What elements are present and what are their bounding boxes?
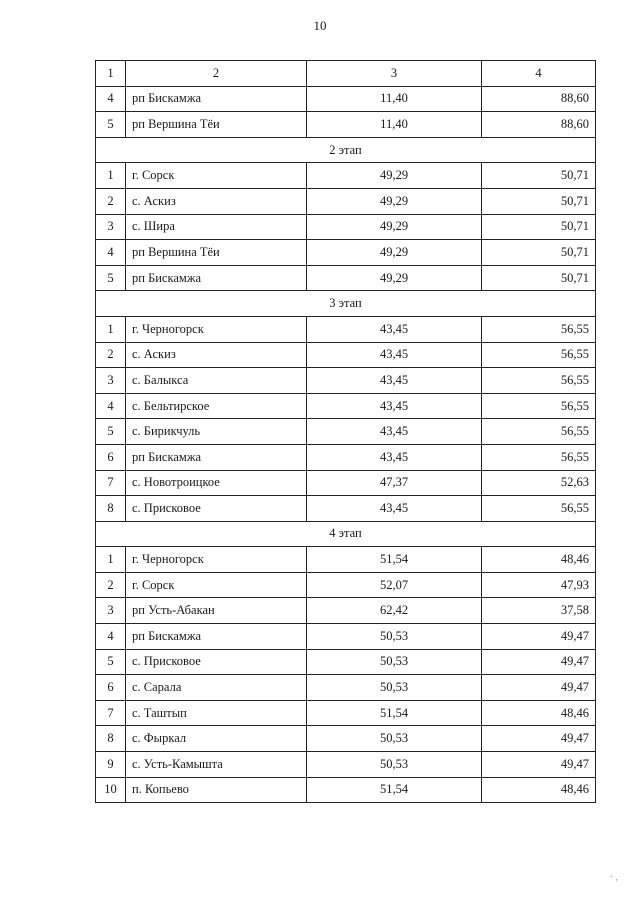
value-col-4: 52,63 bbox=[482, 470, 596, 496]
value-col-3: 51,54 bbox=[307, 547, 482, 573]
row-number: 1 bbox=[96, 163, 126, 189]
settlement-name: с. Усть-Камышта bbox=[126, 752, 307, 778]
value-col-3: 50,53 bbox=[307, 675, 482, 701]
row-number: 3 bbox=[96, 368, 126, 394]
row-number: 3 bbox=[96, 598, 126, 624]
table-row bbox=[96, 444, 596, 470]
settlement-name: с. Бельтирское bbox=[126, 393, 307, 419]
table-row bbox=[96, 214, 596, 240]
value-col-4: 50,71 bbox=[482, 163, 596, 189]
row-number: 10 bbox=[96, 777, 126, 803]
value-col-4: 50,71 bbox=[482, 240, 596, 266]
row-number: 8 bbox=[96, 726, 126, 752]
row-number: 5 bbox=[96, 112, 126, 138]
header-cell-3: 3 bbox=[307, 61, 482, 87]
value-col-4: 88,60 bbox=[482, 112, 596, 138]
value-col-4: 47,93 bbox=[482, 572, 596, 598]
row-number: 5 bbox=[96, 419, 126, 445]
table-row bbox=[96, 342, 596, 368]
value-col-4: 56,55 bbox=[482, 496, 596, 522]
stage-row bbox=[96, 521, 596, 547]
value-col-3: 47,37 bbox=[307, 470, 482, 496]
stage-title: 3 этап bbox=[96, 291, 596, 317]
settlement-name: с. Бирикчуль bbox=[126, 419, 307, 445]
table-row bbox=[96, 675, 596, 701]
row-number: 7 bbox=[96, 470, 126, 496]
value-col-3: 43,45 bbox=[307, 496, 482, 522]
settlement-name: с. Балыкса bbox=[126, 368, 307, 394]
header-cell-2: 2 bbox=[126, 61, 307, 87]
value-col-3: 43,45 bbox=[307, 316, 482, 342]
value-col-4: 37,58 bbox=[482, 598, 596, 624]
table-row bbox=[96, 624, 596, 650]
settlement-name: рп Вершина Тёи bbox=[126, 240, 307, 266]
value-col-3: 43,45 bbox=[307, 419, 482, 445]
settlement-name: с. Сарала bbox=[126, 675, 307, 701]
table-row bbox=[96, 240, 596, 266]
value-col-4: 48,46 bbox=[482, 700, 596, 726]
value-col-4: 49,47 bbox=[482, 624, 596, 650]
stage-row bbox=[96, 291, 596, 317]
table-row bbox=[96, 700, 596, 726]
table-row bbox=[96, 547, 596, 573]
table-row bbox=[96, 726, 596, 752]
value-col-3: 49,29 bbox=[307, 188, 482, 214]
value-col-3: 43,45 bbox=[307, 393, 482, 419]
value-col-4: 48,46 bbox=[482, 777, 596, 803]
table-row bbox=[96, 598, 596, 624]
settlement-name: п. Копьево bbox=[126, 777, 307, 803]
settlement-name: с. Аскиз bbox=[126, 342, 307, 368]
settlement-name: с. Новотроицкое bbox=[126, 470, 307, 496]
table-row bbox=[96, 265, 596, 291]
settlement-name: г. Черногорск bbox=[126, 316, 307, 342]
row-number: 5 bbox=[96, 649, 126, 675]
table-row bbox=[96, 163, 596, 189]
stage-title: 2 этап bbox=[96, 137, 596, 163]
value-col-3: 50,53 bbox=[307, 726, 482, 752]
table-row bbox=[96, 368, 596, 394]
row-number: 6 bbox=[96, 444, 126, 470]
value-col-3: 11,40 bbox=[307, 112, 482, 138]
row-number: 2 bbox=[96, 342, 126, 368]
value-col-3: 51,54 bbox=[307, 777, 482, 803]
value-col-4: 56,55 bbox=[482, 444, 596, 470]
settlement-name: рп Бискамжа bbox=[126, 624, 307, 650]
row-number: 2 bbox=[96, 572, 126, 598]
value-col-3: 49,29 bbox=[307, 163, 482, 189]
row-number: 5 bbox=[96, 265, 126, 291]
value-col-3: 43,45 bbox=[307, 368, 482, 394]
value-col-3: 50,53 bbox=[307, 649, 482, 675]
settlement-name: рп Бискамжа bbox=[126, 86, 307, 112]
value-col-4: 49,47 bbox=[482, 675, 596, 701]
table-row bbox=[96, 496, 596, 522]
value-col-4: 49,47 bbox=[482, 752, 596, 778]
data-table bbox=[95, 60, 596, 803]
settlement-name: рп Бискамжа bbox=[126, 444, 307, 470]
row-number: 3 bbox=[96, 214, 126, 240]
table-row bbox=[96, 777, 596, 803]
table-row bbox=[96, 470, 596, 496]
table-row bbox=[96, 752, 596, 778]
settlement-name: с. Присковое bbox=[126, 496, 307, 522]
stage-title: 4 этап bbox=[96, 521, 596, 547]
row-number: 1 bbox=[96, 316, 126, 342]
row-number: 2 bbox=[96, 188, 126, 214]
settlement-name: г. Сорск bbox=[126, 572, 307, 598]
table-header-row bbox=[96, 61, 596, 87]
value-col-4: 88,60 bbox=[482, 86, 596, 112]
table-row bbox=[96, 316, 596, 342]
value-col-4: 50,71 bbox=[482, 214, 596, 240]
value-col-3: 11,40 bbox=[307, 86, 482, 112]
value-col-4: 56,55 bbox=[482, 393, 596, 419]
row-number: 4 bbox=[96, 240, 126, 266]
value-col-4: 50,71 bbox=[482, 265, 596, 291]
row-number: 4 bbox=[96, 624, 126, 650]
settlement-name: с. Шира bbox=[126, 214, 307, 240]
table-row bbox=[96, 393, 596, 419]
settlement-name: г. Черногорск bbox=[126, 547, 307, 573]
value-col-3: 62,42 bbox=[307, 598, 482, 624]
value-col-4: 56,55 bbox=[482, 342, 596, 368]
scan-mark: · , bbox=[609, 872, 618, 883]
value-col-3: 49,29 bbox=[307, 240, 482, 266]
header-cell-4: 4 bbox=[482, 61, 596, 87]
value-col-3: 49,29 bbox=[307, 214, 482, 240]
table-row bbox=[96, 112, 596, 138]
settlement-name: с. Присковое bbox=[126, 649, 307, 675]
row-number: 4 bbox=[96, 86, 126, 112]
value-col-4: 50,71 bbox=[482, 188, 596, 214]
row-number: 9 bbox=[96, 752, 126, 778]
stage-row bbox=[96, 137, 596, 163]
settlement-name: г. Сорск bbox=[126, 163, 307, 189]
value-col-4: 56,55 bbox=[482, 419, 596, 445]
value-col-4: 49,47 bbox=[482, 726, 596, 752]
row-number: 1 bbox=[96, 547, 126, 573]
table-row bbox=[96, 419, 596, 445]
settlement-name: рп Вершина Тёи bbox=[126, 112, 307, 138]
value-col-4: 49,47 bbox=[482, 649, 596, 675]
value-col-4: 48,46 bbox=[482, 547, 596, 573]
table-row bbox=[96, 86, 596, 112]
value-col-4: 56,55 bbox=[482, 368, 596, 394]
table-row bbox=[96, 188, 596, 214]
table-row bbox=[96, 649, 596, 675]
value-col-3: 43,45 bbox=[307, 342, 482, 368]
value-col-3: 43,45 bbox=[307, 444, 482, 470]
page-number: 10 bbox=[313, 18, 327, 33]
value-col-3: 50,53 bbox=[307, 752, 482, 778]
row-number: 4 bbox=[96, 393, 126, 419]
value-col-3: 49,29 bbox=[307, 265, 482, 291]
header-cell-1: 1 bbox=[96, 61, 126, 87]
value-col-3: 51,54 bbox=[307, 700, 482, 726]
row-number: 8 bbox=[96, 496, 126, 522]
value-col-3: 50,53 bbox=[307, 624, 482, 650]
settlement-name: с. Таштып bbox=[126, 700, 307, 726]
settlement-name: рп Усть-Абакан bbox=[126, 598, 307, 624]
settlement-name: с. Аскиз bbox=[126, 188, 307, 214]
row-number: 6 bbox=[96, 675, 126, 701]
value-col-3: 52,07 bbox=[307, 572, 482, 598]
settlement-name: с. Фыркал bbox=[126, 726, 307, 752]
table-row bbox=[96, 572, 596, 598]
value-col-4: 56,55 bbox=[482, 316, 596, 342]
row-number: 7 bbox=[96, 700, 126, 726]
settlement-name: рп Бискамжа bbox=[126, 265, 307, 291]
